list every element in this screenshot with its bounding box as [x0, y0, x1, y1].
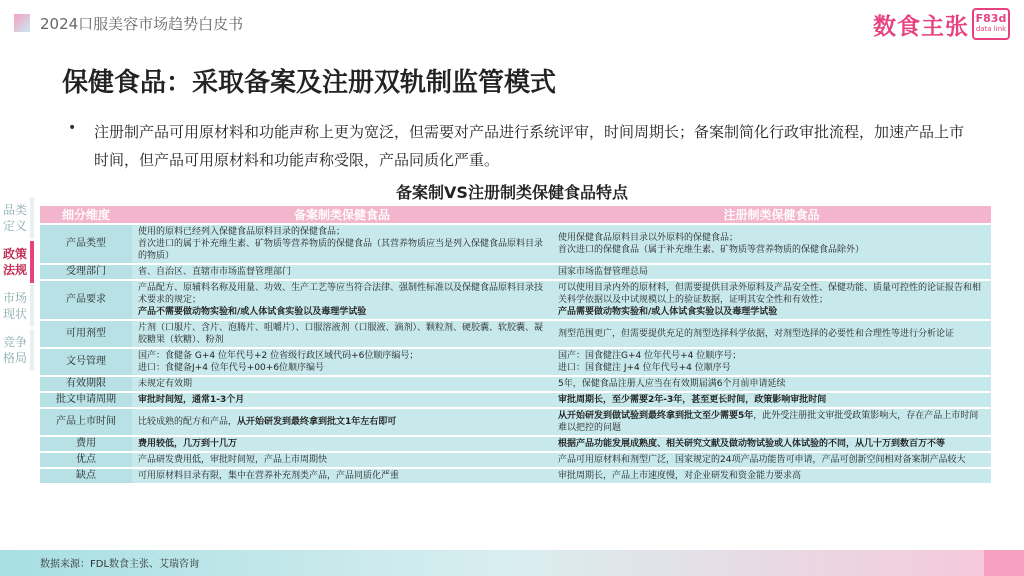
table-row [40, 453, 991, 467]
row-dimension-cell: 缺点 [40, 469, 132, 483]
filing-cell: 产品研发费用低，审批时间短，产品上市周期快 [132, 453, 552, 467]
filing-cell: 未规定有效期 [132, 377, 552, 391]
registration-cell: 产品可用原材料和剂型广泛，国家规定的24项产品功能皆可申请，产品可创新空间相对备案制产品较大 [552, 453, 991, 467]
row-dimension-cell: 有效期限 [40, 377, 132, 391]
registration-cell: 国家市场监督管理总局 [552, 265, 991, 279]
logo-badge-bottom: data link [975, 25, 1007, 33]
table-row [40, 409, 991, 435]
row-dimension-cell: 产品上市时间 [40, 409, 132, 435]
brand-logo [873, 8, 1010, 40]
table-row [40, 469, 991, 483]
registration-cell: 审批周期长，至少需要2年-3年，甚至更长时间，政策影响审批时间 [552, 393, 991, 407]
registration-cell: 审批周期长，产品上市速度慢，对企业研发和资金能力要求高 [552, 469, 991, 483]
page-title: 保健食品：采取备案及注册双轨制监管模式 [62, 68, 557, 98]
row-dimension-cell: 受理部门 [40, 265, 132, 279]
table-title: 备案制VS注册制类保健食品特点 [396, 183, 628, 202]
registration-cell: 国产：国食健注G+4 位年代号+4 位顺序号； 进口：国食健注 J+4 位年代号+4 位顺序号 [552, 349, 991, 375]
registration-cell: 根据产品功能发展成熟度、相关研究文献及做动物试验或人体试验的不同，从几十万到数百万不等 [552, 437, 991, 451]
table-row [40, 321, 991, 347]
registration-cell: 可以使用目录内外的原材料，但需要提供目录外原料及产品安全性、保健功能、质量可控性的论证报告和相关科学依据以及中试规模以上的验证数据，证明其安全性和有效性； 产品需要做动物实验和/或人体试食实验以及毒理学试验 [552, 281, 991, 319]
filing-cell: 省、自治区、直辖市市场监督管理部门 [132, 265, 552, 279]
sidenav-label: 竞争格局 [2, 335, 27, 365]
filing-cell: 比较成熟的配方和产品，从开始研发到最终拿到批文1年左右即可 [132, 409, 552, 435]
sidenav-label: 政策法规 [2, 247, 27, 277]
table-row [40, 437, 991, 451]
table-row [40, 349, 991, 375]
filing-cell: 可用原材料目录有限，集中在营养补充剂类产品，产品同质化严重 [132, 469, 552, 483]
logo-text: 数食主张 [873, 13, 969, 40]
registration-cell: 剂型范围更广，但需要提供充足的剂型选择科学依据，对剂型选择的必要性和合理性等进行分析论证 [552, 321, 991, 347]
table-row [40, 225, 991, 263]
footer-accent [984, 550, 1024, 576]
filing-cell: 产品配方、原辅料名称及用量、功效、生产工艺等应当符合法律、强制性标准以及保健食品原料目录技术要求的规定； 产品不需要做动物实验和/或人体试食实验以及毒理学试验 [132, 281, 552, 319]
header-accent-bar [14, 14, 30, 32]
filing-cell: 审批时间短，通常1-3个月 [132, 393, 552, 407]
bullet-marker: • [68, 120, 77, 136]
table-row [40, 377, 991, 391]
table-header-row [40, 206, 991, 223]
sidenav-label: 市场现状 [2, 291, 27, 321]
sidenav-item-market[interactable] [0, 285, 34, 327]
row-dimension-cell: 批文申请周期 [40, 393, 132, 407]
section-sidenav [0, 197, 34, 373]
row-dimension-cell: 费用 [40, 437, 132, 451]
intro-paragraph: 注册制产品可用原材料和功能声称上更为宽泛，但需要对产品进行系统评审，时间周期长；备案制简化行政审批流程，加速产品上市时间，但产品可用原材料和功能声称受限，产品同质化严重。 [94, 123, 965, 169]
sidenav-item-definition[interactable] [0, 197, 34, 239]
filing-cell: 使用的原料已经列入保健食品原料目录的保健食品； 首次进口的属于补充维生素、矿物质等营养物质的保健食品（其营养物质应当是列入保健食品原料目录的物质） [132, 225, 552, 263]
row-dimension-cell: 可用剂型 [40, 321, 132, 347]
table-row [40, 265, 991, 279]
table-row [40, 281, 991, 319]
column-header: 细分维度 [40, 206, 132, 223]
column-header: 备案制类保健食品 [132, 206, 552, 223]
filing-cell: 片剂（口服片、含片、泡腾片、咀嚼片）、口服溶液剂（口服液、滴剂）、颗粒剂、硬胶囊、软胶囊、凝胶糖果（软糖）、粉剂 [132, 321, 552, 347]
sidenav-item-competition[interactable] [0, 329, 34, 371]
filing-cell: 国产：食健备 G+4 位年代号+2 位省级行政区域代码+6位顺序编号； 进口：食健备J+4 位年代号+00+6位顺序编号 [132, 349, 552, 375]
row-dimension-cell: 产品要求 [40, 281, 132, 319]
row-dimension-cell: 文号管理 [40, 349, 132, 375]
sidenav-item-policy[interactable] [0, 241, 34, 283]
row-dimension-cell: 优点 [40, 453, 132, 467]
table-row [40, 393, 991, 407]
filing-cell: 费用较低，几万到十几万 [132, 437, 552, 451]
report-title: 2024口服美容市场趋势白皮书 [40, 15, 244, 33]
sidenav-label: 品类定义 [2, 203, 27, 233]
data-source: 数据来源：FDL数食主张、艾瑞咨询 [40, 559, 200, 570]
column-header: 注册制类保健食品 [552, 206, 991, 223]
registration-cell: 使用保健食品原料目录以外原料的保健食品； 首次进口的保健食品（属于补充维生素、矿物质等营养物质的保健食品除外） [552, 225, 991, 263]
logo-badge-top: F83d [975, 12, 1007, 25]
row-dimension-cell: 产品类型 [40, 225, 132, 263]
comparison-table [40, 204, 991, 485]
logo-badge [972, 8, 1010, 40]
registration-cell: 5年，保健食品注册人应当在有效期届满6个月前申请延续 [552, 377, 991, 391]
registration-cell: 从开始研发到做试验到最终拿到批文至少需要5年，此外受注册批文审批受政策影响大，存在产品上市时间难以把控的问题 [552, 409, 991, 435]
